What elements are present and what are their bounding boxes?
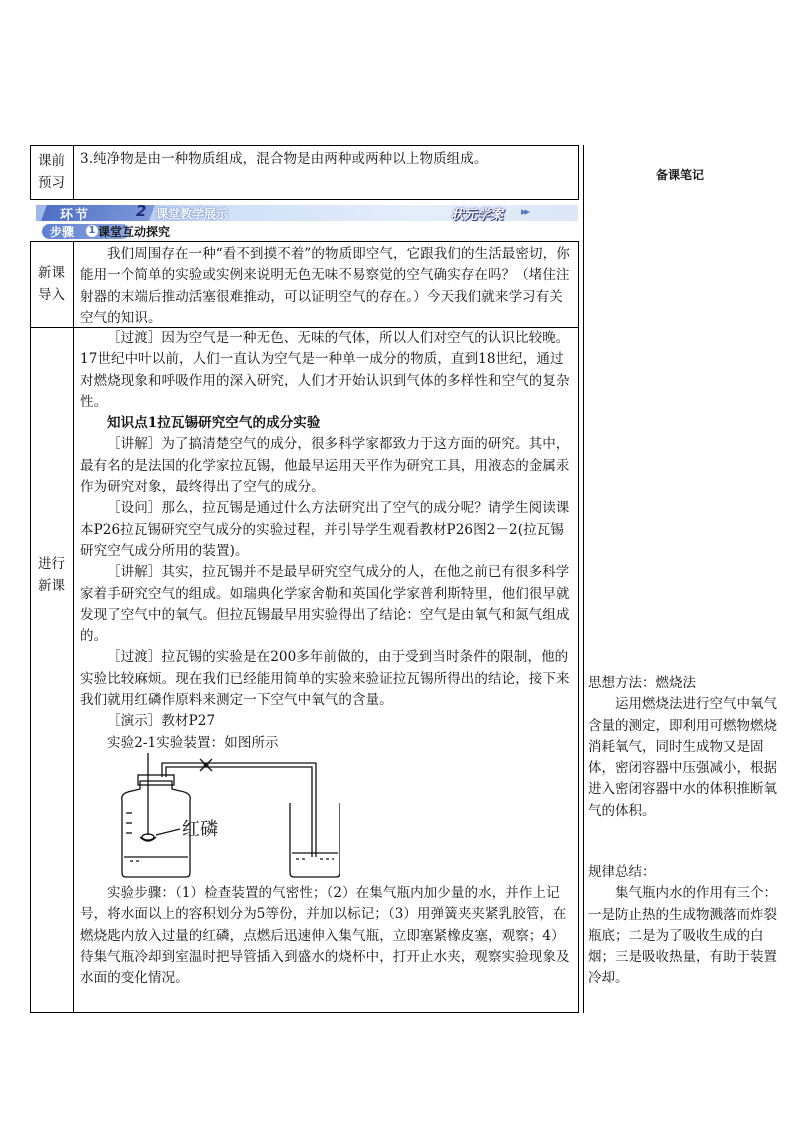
banner-title: 课堂教学展示 [156, 207, 229, 221]
step-banner [36, 223, 578, 240]
banner-brand: 状元学案 [451, 208, 504, 223]
banner-number: 2 [136, 202, 147, 220]
paragraph-experiment: 实验2-1实验装置：如图所示 [107, 734, 279, 751]
paragraph-transition-2: ［过渡］拉瓦锡的实验是在200多年前做的，由于受到当时条件的限制，他的实验比较麻烦。现在我们已经能用简单的实验来验证拉瓦锡所得出的结论，接下来我们就用红磷作原料来测定一下空气中氧气的含量。 [80, 649, 570, 709]
note-method-text: 运用燃烧法进行空气中氧气含量的测定，即利用可燃物燃烧消耗氧气，同时生成物又是固体，密闭容器中压强减小，根据进入密闭容器中水的体积推断氧气的体积。 [588, 696, 777, 819]
lesson-text-block [80, 328, 574, 754]
paragraph-transition: ［过渡］因为空气是一种无色、无味的气体，所以人们对空气的认识比较晚。17世纪中叶以前，人们一直认为空气是一种单一成分的物质，直到18世纪，通过对燃烧现象和呼吸作用的深入研究，人们才开始认识到气体的多样性和空气的复杂性。 [80, 330, 570, 410]
step-number-badge: 1 [86, 225, 98, 237]
notes-column-border [583, 145, 584, 1013]
preview-text: 3.纯净物是由一种物质组成，混合物是由两种或两种以上物质组成。 [80, 151, 488, 167]
note-method-title: 思想方法：燃烧法 [588, 675, 696, 691]
note-method [588, 673, 788, 822]
table2-border-left [30, 241, 31, 1013]
paragraph-explain-1: ［讲解］为了搞清楚空气的成分，很多科学家都致力于这方面的研究。其中，最有名的是法国的化学家拉瓦锡，他最早运用天平作为研究工具，用液态的金属汞作为研究对象，最终得出了空气的成分。 [80, 436, 570, 496]
intro-text [80, 244, 574, 329]
note-rule-text: 集气瓶内水的作用有三个：一是防止热的生成物溅落而炸裂瓶底；二是为了吸收生成的白烟；三是吸收热量，有助于装置冷却。 [588, 885, 777, 987]
figure-label-red-phosphorus: 红磷 [182, 819, 218, 840]
note-rule-title: 规律总结： [588, 864, 656, 880]
paragraph-explain-2: ［讲解］其实，拉瓦锡并不是最早研究空气成分的人，在他之前已有很多科学家着手研究空气的组成。如瑞典化学家舍勒和英国化学家普利斯特里，他们很早就发现了空气中的氧气。但拉瓦锡最早用实验得出了结论：空气是由氧气和氮气组成的。 [80, 564, 570, 645]
table2-border-top [30, 241, 578, 242]
step-title: 课堂互动探究 [98, 225, 171, 239]
steps-text-block [80, 883, 574, 989]
step-tag: 步骤 [50, 225, 75, 239]
section-banner [36, 202, 578, 223]
table2-divider [73, 241, 74, 1013]
note-rule [588, 862, 788, 990]
table2-border-right [578, 241, 579, 1013]
table2-border-bottom [30, 1012, 578, 1013]
table-border-top [30, 145, 578, 146]
paragraph-steps: 实验步骤：（1）检查装置的气密性；（2）在集气瓶内加少量的水，并作上记号，将水面以上的容积划分为5等份，并加以标记；（3）用弹簧夹夹紧乳胶管，在燃烧匙内放入过量的红磷，点燃后迅速伸入集气瓶，立即塞紧橡皮塞，观察；4）待集气瓶冷却到室温时把导管插入到盛水的烧杯中，打开止水夹，观察实验现象及水面的变化情况。 [80, 885, 570, 987]
side-notes-header: 备课笔记 [655, 168, 704, 182]
paragraph-demo: ［演示］教材P27 [107, 713, 216, 730]
table-divider [73, 145, 74, 200]
knowledge-point-title: 知识点1拉瓦锡研究空气的成分实验 [107, 415, 321, 432]
intro-paragraph: 我们周围存在一种“看不到摸不着”的物质即空气，它跟我们的生活最密切，你能用一个简单的实验或实例来说明无色无味不易察觉的空气确实存在吗？（堵住注射器的末端后推动活塞很难推动，可以证明空气的存在。）今天我们就来学习有关空气的知识。 [80, 246, 570, 326]
banner-tag: 环节 [60, 208, 91, 223]
table-border-bottom [30, 199, 578, 200]
table-border-right [578, 145, 579, 200]
experiment-apparatus-figure [110, 745, 340, 880]
row-label-new-lesson: 进行 新课 [38, 556, 65, 594]
double-arrow-icon: ▸▸ [521, 205, 529, 218]
row-label-intro: 新课 导入 [38, 265, 65, 303]
row-label-preview: 课前 预习 [38, 153, 65, 191]
paragraph-question: ［设问］那么，拉瓦锡是通过什么方法研究出了空气的成分呢？请学生阅读课本P26拉瓦锡研究空气成分的实验过程，并引导学生观看教材P26图2－2(拉瓦锡研究空气成分所用的装置)。 [80, 500, 570, 559]
